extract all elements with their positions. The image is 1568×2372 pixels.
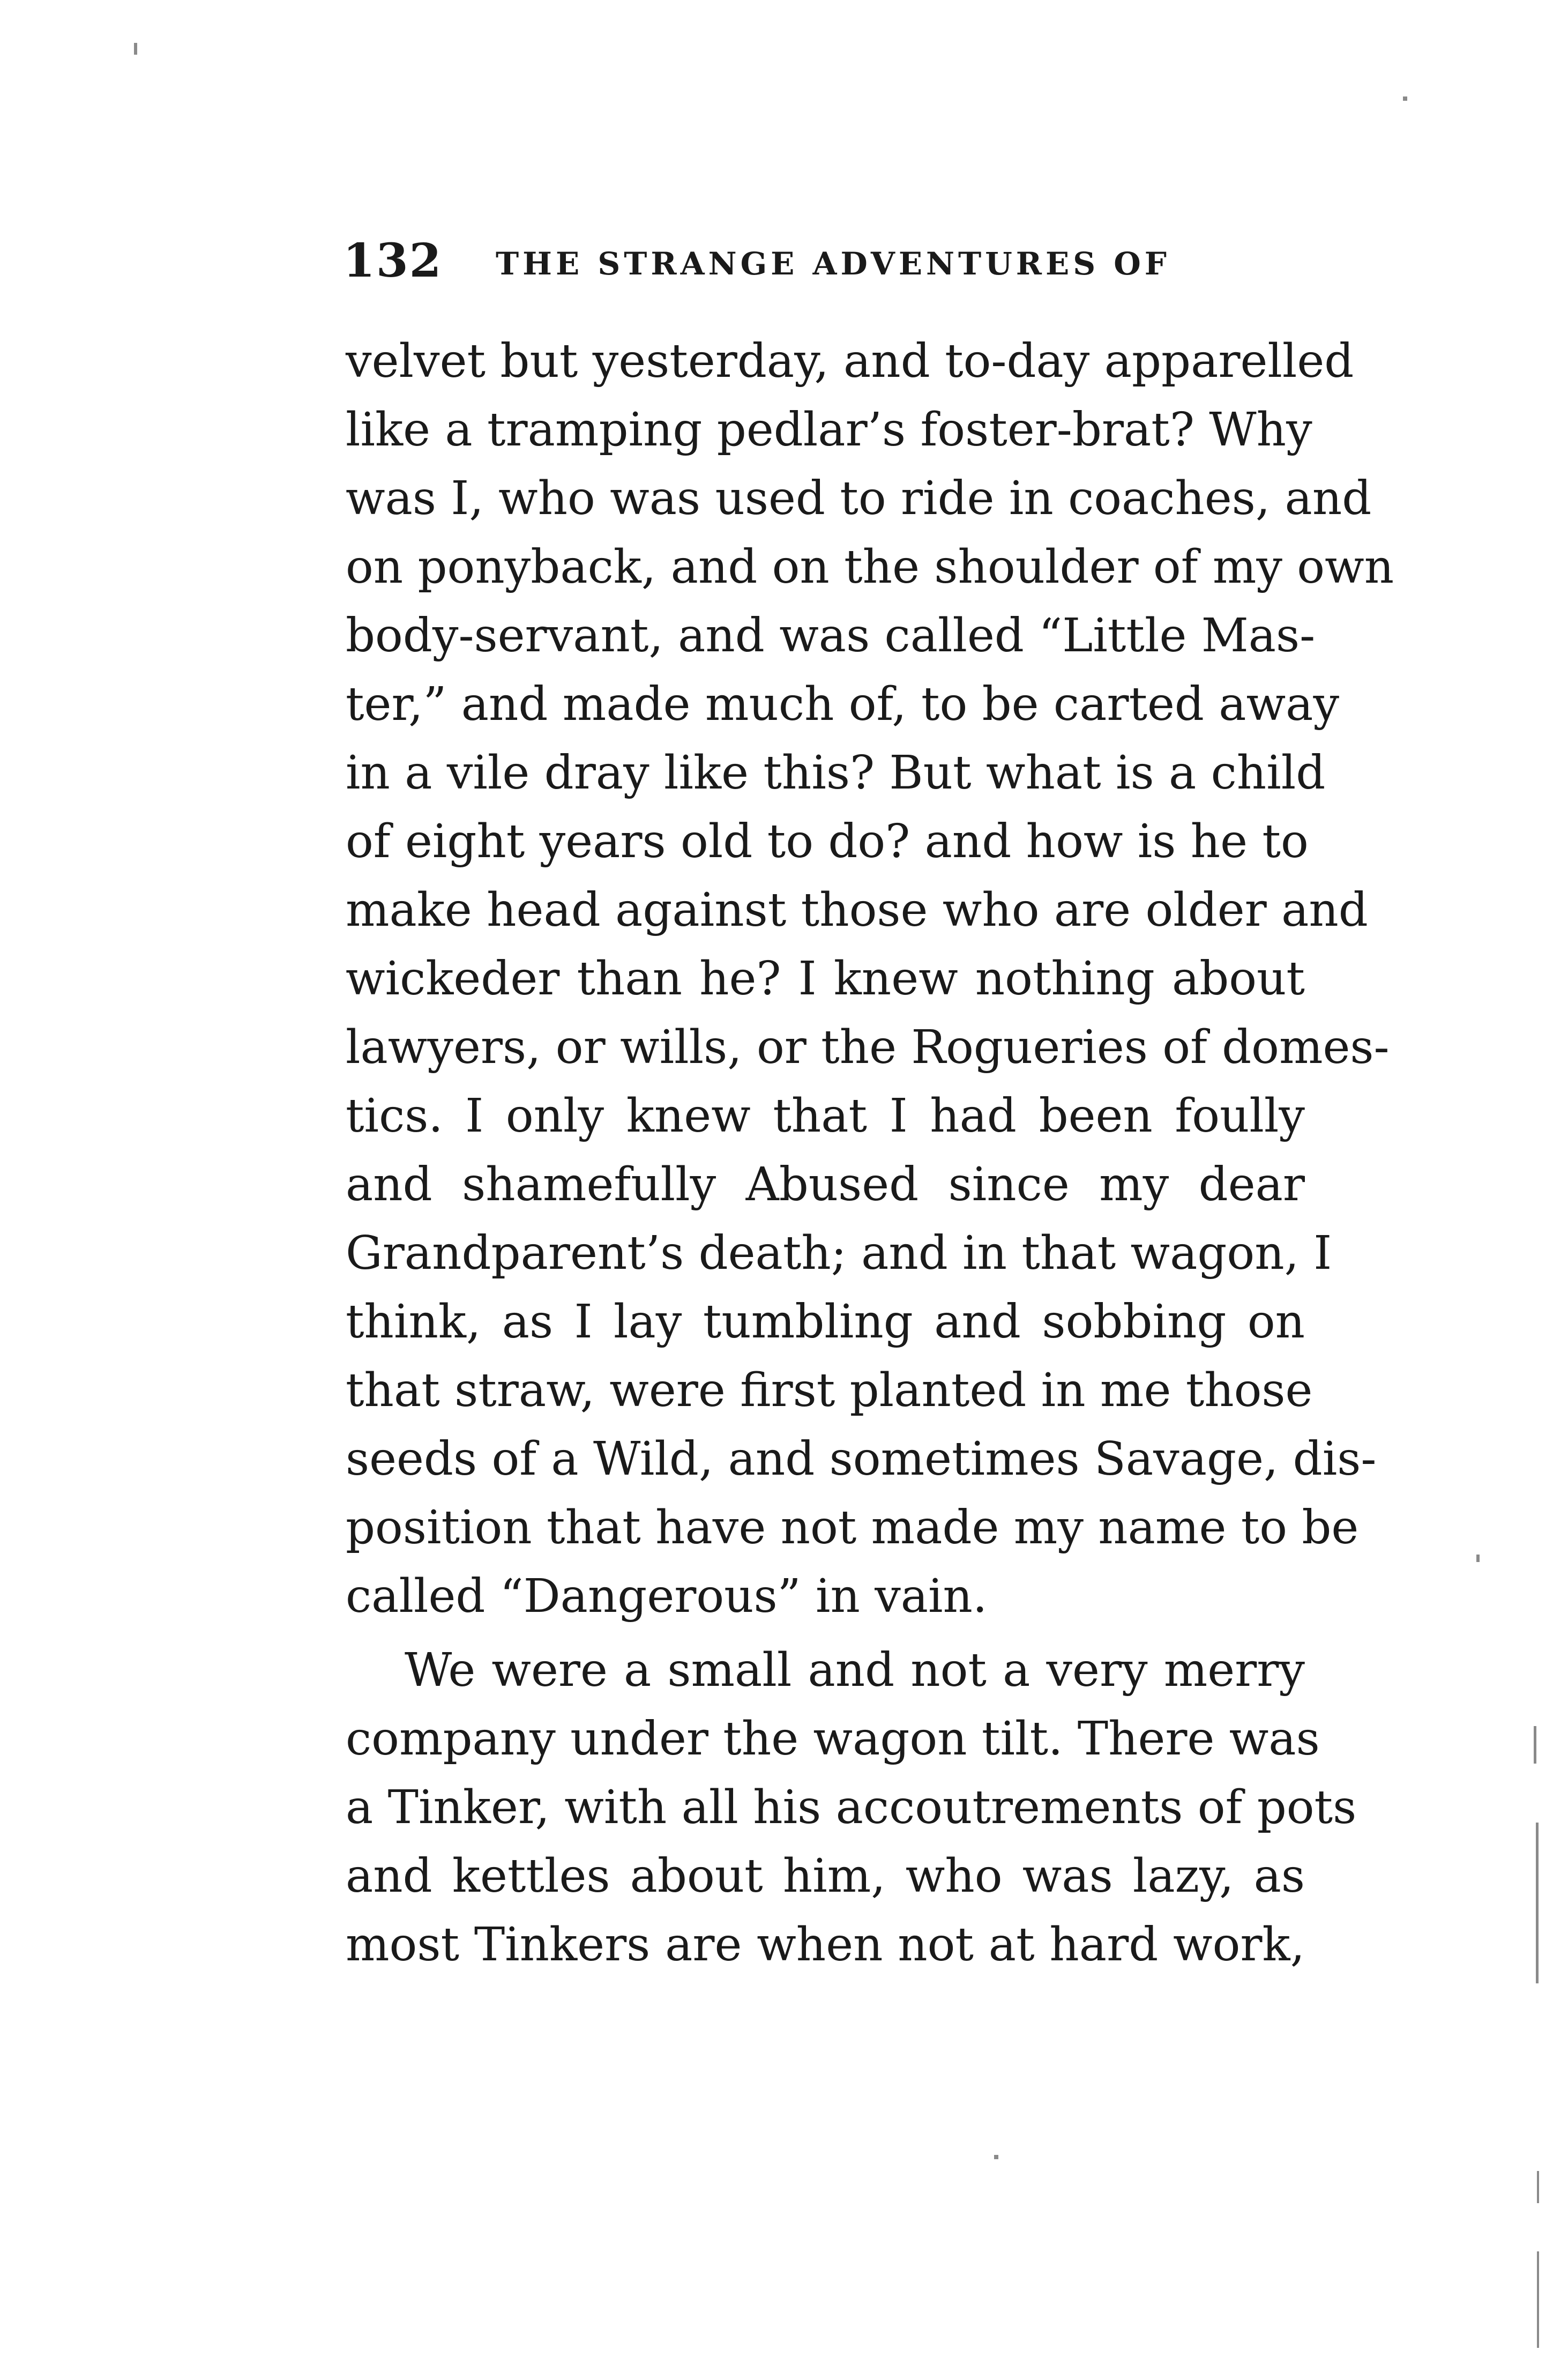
text-line: body-servant, and was called “Little Mas- (346, 609, 1316, 663)
text-line: on ponyback, and on the shoulder of my own (346, 540, 1394, 594)
text-line: was I, who was used to ride in coaches, and (346, 472, 1372, 525)
text-line: most Tinkers are when not at hard work, (346, 1918, 1305, 1972)
text-line: and shamefully Abused since my dear (346, 1158, 1305, 1211)
scan-speck (1534, 1726, 1536, 1764)
text-line: and kettles about him, who was lazy, as (346, 1849, 1305, 1903)
text-line: We were a small and not a very merry (405, 1644, 1305, 1697)
text-line: Grandparent’s death; and in that wagon, I (346, 1226, 1332, 1280)
page-number: 132 (343, 234, 443, 288)
text-line: wickeder than he? I knew nothing about (346, 952, 1305, 1006)
text-line: in a vile dray like this? But what is a child (346, 746, 1326, 800)
running-head (343, 232, 1308, 291)
scan-speck (1537, 2171, 1539, 2203)
text-line: make head against those who are older and (346, 883, 1368, 937)
text-line: lawyers, or wills, or the Rogueries of domes- (346, 1021, 1390, 1074)
text-line: a Tinker, with all his accoutrements of pots (346, 1781, 1357, 1834)
text-line: seeds of a Wild, and sometimes Savage, dis- (346, 1432, 1377, 1486)
text-line: position that have not made my name to be (346, 1501, 1359, 1555)
scan-speck (134, 43, 137, 55)
scan-speck (994, 2155, 998, 2159)
scan-speck (1403, 96, 1407, 101)
scan-speck (1536, 1823, 1539, 1983)
body-text (346, 327, 1394, 1979)
text-line: velvet but yesterday, and to-day apparelled (346, 334, 1354, 388)
text-line: company under the wagon tilt. There was (346, 1712, 1320, 1766)
text-line: of eight years old to do? and how is he to (346, 815, 1309, 868)
running-title: THE STRANGE ADVENTURES OF (496, 246, 1170, 282)
scan-speck (1476, 1555, 1480, 1562)
text-line: called “Dangerous” in vain. (346, 1570, 988, 1623)
text-line: think, as I lay tumbling and sobbing on (346, 1295, 1305, 1349)
text-line: tics. I only knew that I had been foully (346, 1089, 1305, 1143)
text-line: like a tramping pedlar’s foster-brat? Why (346, 403, 1312, 457)
paragraph-gap (346, 1631, 1305, 1636)
paragraph-1 (346, 327, 1394, 1631)
paragraph-2 (346, 1636, 1357, 1979)
scan-speck (1537, 2251, 1539, 2348)
text-line: that straw, were first planted in me those (346, 1364, 1313, 1417)
text-line: ter,” and made much of, to be carted away (346, 678, 1340, 731)
